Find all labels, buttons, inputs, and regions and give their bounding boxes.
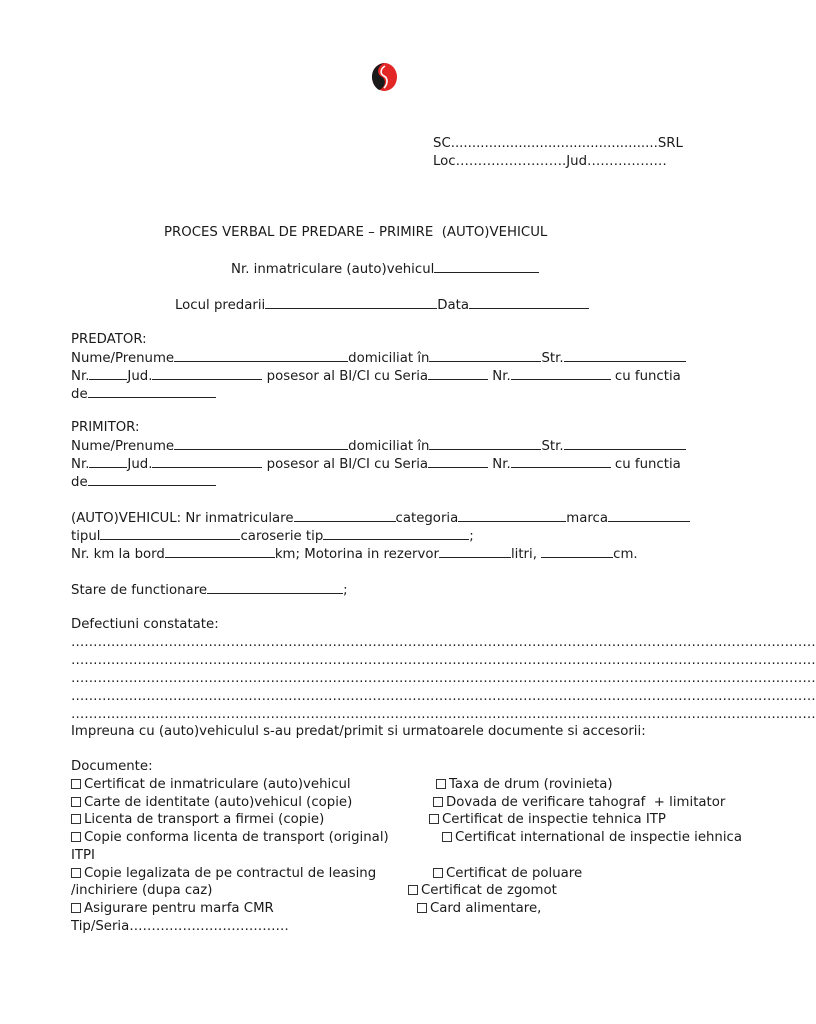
doc-label: Card alimentare,: [430, 901, 542, 916]
doc-item: [71, 829, 389, 846]
primitor-jud-label: Jud.: [127, 457, 153, 472]
defectiuni-line[interactable]: ……………………………………………………………………………………………………………………………………………………: [71, 671, 816, 686]
primitor-row-1: [71, 437, 686, 455]
primitor-domiciliat-field[interactable]: [429, 437, 541, 450]
doc-item: [408, 882, 557, 899]
company-loc-line: Loc…………………….Jud………………: [433, 154, 667, 169]
vehicul-caroserie-label: caroserie tip: [240, 529, 324, 544]
data-field[interactable]: [469, 296, 589, 309]
checkbox[interactable]: [71, 797, 81, 807]
vehicul-categoria-label: categoria: [395, 511, 459, 526]
documente-label: Documente:: [71, 759, 153, 774]
primitor-functia-field[interactable]: [88, 473, 216, 486]
doc-label: Certificat de inspectie tehnica ITP: [442, 812, 666, 827]
predator-nr2-label: Nr.: [488, 369, 511, 384]
primitor-jud-field[interactable]: [152, 455, 262, 468]
predator-functia-label: cu functia: [610, 369, 681, 384]
defectiuni-line[interactable]: ……………………………………………………………………………………………………………………………………………………: [71, 635, 816, 650]
predator-de-label: de: [71, 387, 88, 402]
vehicul-marca-label: marca: [566, 511, 609, 526]
checkbox[interactable]: [71, 779, 81, 789]
doc-item: [433, 794, 725, 811]
vehicul-motorina-field[interactable]: [439, 545, 511, 558]
predator-seria-field[interactable]: [428, 367, 488, 380]
checkbox[interactable]: [408, 885, 418, 895]
vehicul-row-3: [71, 545, 638, 563]
vehicul-categoria-field[interactable]: [458, 509, 566, 522]
primitor-nr-label: Nr.: [71, 457, 90, 472]
vehicul-cm-label: cm.: [613, 547, 638, 562]
defectiuni-label: Defectiuni constatate:: [71, 617, 219, 632]
checkbox[interactable]: [436, 779, 446, 789]
vehicul-marca-field[interactable]: [608, 509, 690, 522]
primitor-nume-field[interactable]: [174, 437, 348, 450]
checkbox[interactable]: [71, 903, 81, 913]
doc-item: [429, 811, 666, 828]
predator-row-1: [71, 349, 686, 367]
vehicul-caroserie-field[interactable]: [323, 527, 469, 540]
vehicul-row-2: [71, 527, 474, 545]
doc-label: Carte de identitate (auto)vehicul (copie): [84, 795, 353, 810]
primitor-nr2-field[interactable]: [511, 455, 611, 468]
primitor-row-2: [71, 455, 681, 473]
stare-end: ;: [343, 583, 348, 598]
vehicul-motorina-label: km; Motorina in rezervor: [274, 547, 439, 562]
company-sc-line: SC.................................................SRL: [433, 136, 683, 151]
vehicul-cm-field[interactable]: [541, 545, 613, 558]
company-logo-icon: [371, 62, 398, 92]
tip-seria-line[interactable]: Tip/Seria………………………………: [71, 919, 289, 934]
primitor-nr2-label: Nr.: [488, 457, 511, 472]
vehicul-label: (AUTO)VEHICUL: Nr inmatriculare: [71, 511, 294, 526]
vehicul-tipul-label: tipul: [71, 529, 101, 544]
doc-item: [442, 829, 742, 846]
doc-label: Taxa de drum (rovinieta): [449, 777, 613, 792]
vehicul-semicolon: ;: [469, 529, 474, 544]
predator-domiciliat-label: domiciliat în: [348, 351, 430, 366]
doc-item: [417, 900, 541, 917]
checkbox[interactable]: [71, 814, 81, 824]
primitor-str-label: Str.: [541, 439, 564, 454]
primitor-functia-label: cu functia: [610, 457, 681, 472]
predator-str-field[interactable]: [564, 349, 686, 362]
doc-item: [71, 865, 376, 882]
checkbox[interactable]: [71, 832, 81, 842]
doc-label: Certificat de inmatriculare (auto)vehicul: [84, 777, 351, 792]
doc-label: Certificat de poluare: [446, 866, 583, 881]
primitor-posesor-label: posesor al BI/CI cu Seria: [262, 457, 429, 472]
doc-item: [71, 794, 352, 811]
predator-row-3: [71, 385, 216, 403]
doc-label: Copie legalizata de pe contractul de leasing: [84, 866, 377, 881]
primitor-heading: PRIMITOR:: [71, 420, 140, 435]
doc-item: [71, 900, 274, 917]
vehicul-km-label: Nr. km la bord: [71, 547, 165, 562]
defectiuni-line[interactable]: ……………………………………………………………………………………………………………………………………………………: [71, 707, 816, 722]
predator-heading: PREDATOR:: [71, 332, 147, 347]
document-title: PROCES VERBAL DE PREDARE – PRIMIRE (AUTO)VEHICUL: [164, 225, 548, 240]
vehicul-km-field[interactable]: [165, 545, 275, 558]
doc-label: Dovada de verificare tahograf + limitator: [446, 795, 726, 810]
primitor-str-field[interactable]: [564, 437, 686, 450]
vehicul-row-1: [71, 509, 690, 527]
locul-predarii-field[interactable]: [265, 296, 437, 309]
doc-label-continued: ITPI: [71, 848, 95, 863]
checkbox[interactable]: [442, 832, 452, 842]
nr-inmatriculare-field[interactable]: [434, 260, 539, 273]
vehicul-litri-label: litri,: [510, 547, 542, 562]
nr-inmatriculare-label: Nr. inmatriculare (auto)vehicul: [231, 262, 435, 277]
predator-jud-label: Jud.: [127, 369, 153, 384]
predator-domiciliat-field[interactable]: [429, 349, 541, 362]
checkbox[interactable]: [433, 868, 443, 878]
doc-label: Certificat international de inspectie iehnica: [455, 830, 743, 845]
predator-functia-field[interactable]: [88, 385, 216, 398]
locul-data-row: [175, 296, 589, 314]
checkbox[interactable]: [429, 814, 439, 824]
vehicul-tipul-field[interactable]: [100, 527, 240, 540]
predator-nr2-field[interactable]: [511, 367, 611, 380]
predator-nume-label: Nume/Prenume: [71, 351, 175, 366]
doc-label-continued: /inchiriere (dupa caz): [71, 883, 213, 898]
doc-label: Licenta de transport a firmei (copie): [84, 812, 325, 827]
doc-label: Certificat de zgomot: [421, 883, 557, 898]
data-label: Data: [437, 298, 469, 313]
primitor-domiciliat-label: domiciliat în: [348, 439, 430, 454]
stare-field[interactable]: [207, 581, 343, 594]
primitor-seria-field[interactable]: [428, 455, 488, 468]
locul-predarii-label: Locul predarii: [175, 298, 266, 313]
doc-item: [433, 865, 582, 882]
nr-inmatriculare-row: [231, 260, 539, 278]
doc-item: [436, 776, 613, 793]
predator-row-2: [71, 367, 681, 385]
stare-label: Stare de functionare: [71, 583, 208, 598]
predator-nr-label: Nr.: [71, 369, 90, 384]
doc-label: Copie conforma licenta de transport (original): [84, 830, 389, 845]
predator-jud-field[interactable]: [152, 367, 262, 380]
primitor-nume-label: Nume/Prenume: [71, 439, 175, 454]
predator-nr-field[interactable]: [89, 367, 127, 380]
checkbox[interactable]: [417, 903, 427, 913]
checkbox[interactable]: [433, 797, 443, 807]
primitor-nr-field[interactable]: [89, 455, 127, 468]
predator-posesor-label: posesor al BI/CI cu Seria: [262, 369, 429, 384]
predator-nume-field[interactable]: [174, 349, 348, 362]
checkbox[interactable]: [71, 868, 81, 878]
defectiuni-line[interactable]: ……………………………………………………………………………………………………………………………………………………: [71, 689, 816, 704]
predator-str-label: Str.: [541, 351, 564, 366]
doc-item: [71, 776, 351, 793]
doc-label: Asigurare pentru marfa CMR: [84, 901, 274, 916]
impreuna-text: Impreuna cu (auto)vehiculul s-au predat/primit si urmatoarele documente si accesorii:: [71, 724, 646, 739]
vehicul-nr-field[interactable]: [294, 509, 396, 522]
defectiuni-line[interactable]: ……………………………………………………………………………………………………………………………………………………: [71, 653, 816, 668]
primitor-row-3: [71, 473, 216, 491]
primitor-de-label: de: [71, 475, 88, 490]
doc-item: [71, 811, 324, 828]
stare-row: [71, 581, 348, 599]
